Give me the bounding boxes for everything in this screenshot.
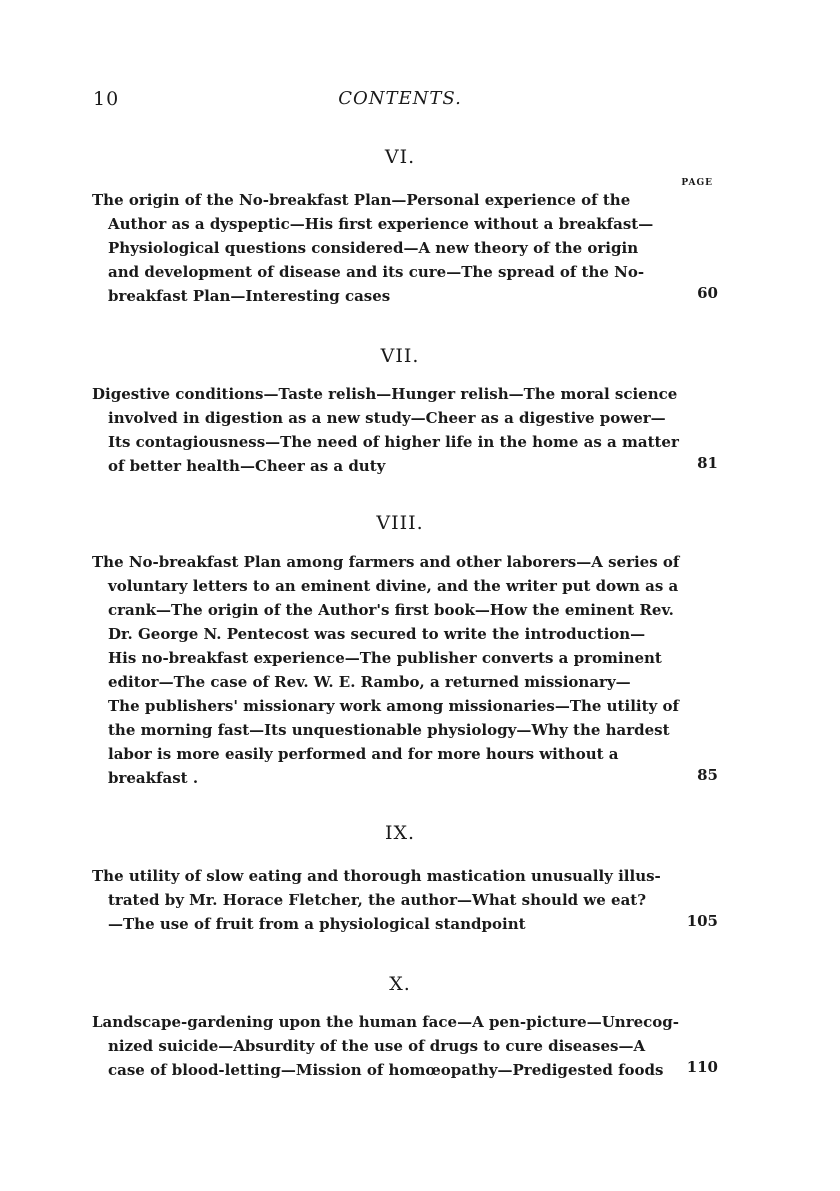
page-reference: 110 [686,1058,718,1076]
summary-line: case of blood-letting—Mission of homœopathy—Predigested foods [108,1061,664,1079]
summary-line: labor is more easily performed and for more hours without a [108,745,619,763]
page-reference: 60 [697,284,718,302]
chapter-heading: VII. [380,345,420,367]
summary-line: the morning fast—Its unquestionable physiology—Why the hardest [108,721,670,739]
summary-line: breakfast . [108,769,199,787]
chapter-summary [92,382,682,478]
chapter-summary [92,550,682,790]
summary-line: breakfast Plan—Interesting cases [108,287,391,305]
summary-line: Dr. George N. Pentecost was secured to write the introduction— [108,625,646,643]
summary-line: His no-breakfast experience—The publisher converts a prominent [108,649,662,667]
summary-line: involved in digestion as a new study—Cheer as a digestive power— [108,409,666,427]
chapter-heading: VIII. [376,512,424,534]
summary-line: Its contagiousness—The need of higher life in the home as a matter [108,433,679,451]
chapter-summary [92,188,682,308]
summary-line: of better health—Cheer as a duty [108,457,386,475]
page-header [0,88,840,118]
summary-line: editor—The case of Rev. W. E. Rambo, a returned missionary— [108,673,631,691]
summary-line: nized suicide—Absurdity of the use of drugs to cure diseases—A [108,1037,646,1055]
chapter-heading: X. [389,973,411,995]
summary-line: Digestive conditions—Taste relish—Hunger relish—The moral science [92,385,678,403]
summary-line: The No-breakfast Plan among farmers and other laborers—A series of [92,553,680,571]
summary-line: The origin of the No-breakfast Plan—Personal experience of the [92,191,631,209]
summary-line: Landscape-gardening upon the human face—A pen-picture—Unrecog- [92,1013,679,1031]
chapter-heading: VI. [384,146,416,168]
chapter-summary [92,864,682,936]
summary-line: and development of disease and its cure—The spread of the No- [108,263,645,281]
summary-line: trated by Mr. Horace Fletcher, the author—What should we eat? [108,891,647,909]
page-number: 10 [93,88,120,110]
summary-line: —The use of fruit from a physiological standpoint [108,915,526,933]
summary-line: Author as a dyspeptic—His first experience without a breakfast— [108,215,654,233]
summary-line: Physiological questions considered—A new theory of the origin [108,239,639,257]
running-title: CONTENTS. [338,88,462,109]
summary-line: The publishers' missionary work among missionaries—The utility of [108,697,679,715]
page-reference: 81 [697,454,718,472]
page-column-label: PAGE [681,178,713,188]
page-reference: 105 [686,912,718,930]
chapter-summary [92,1010,682,1082]
summary-line: voluntary letters to an eminent divine, and the writer put down as a [108,577,679,595]
chapter-heading: IX. [384,822,416,844]
summary-line: The utility of slow eating and thorough mastication unusually illus- [92,867,661,885]
summary-line: crank—The origin of the Author's first book—How the eminent Rev. [108,601,674,619]
page-reference: 85 [697,766,718,784]
